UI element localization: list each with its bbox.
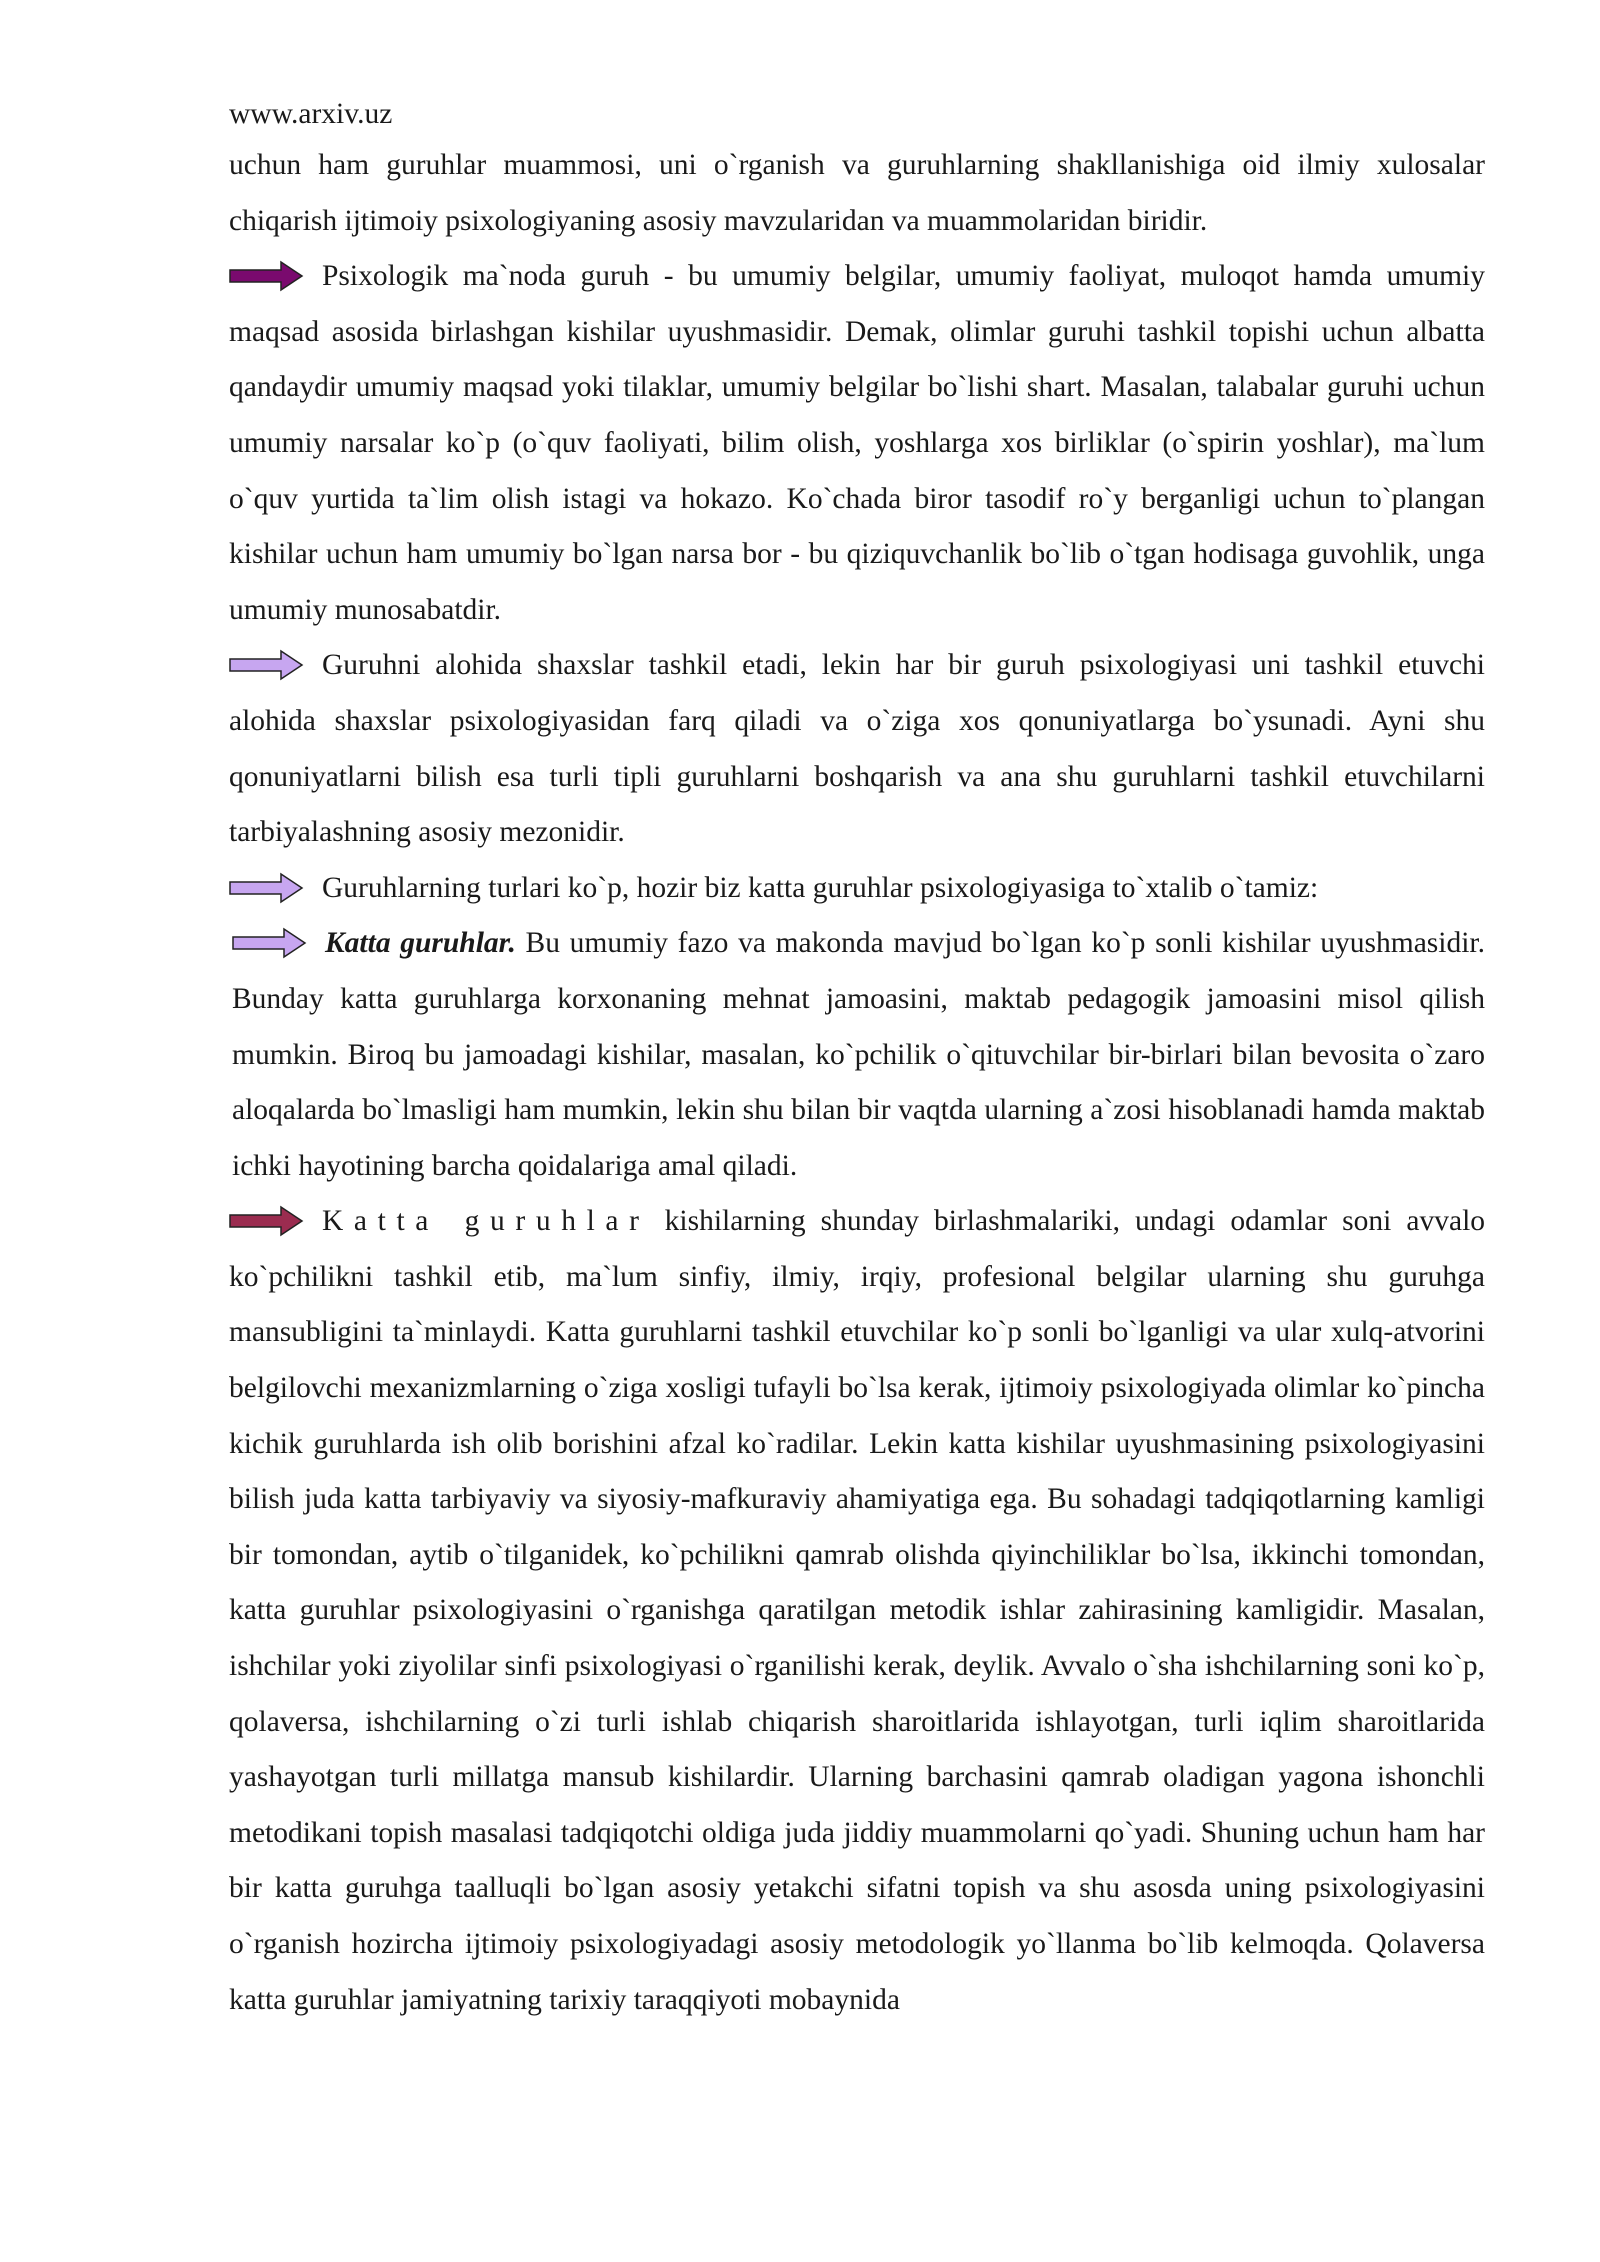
paragraph-6-text: kishilarning shunday birlashmalariki, undagi odamlar soni avvalo ko`pchilikni tashkil etib, ma`lum sinfiy, ilmiy, irqiy, profesional belgilar ularning shu guruhga mansubligini ta`minlaydi. Katta guruhlarni tashkil etuvchilar ko`p sonli bo`lganligi va ular xulq-atvorini belgilovchi mexanizmlarning o`ziga xosligi tufayli bo`lsa kerak, ijtimoiy psixologiyada olimlar ko`pincha kichik guruhlarda ish olib borishini afzal ko`radilar. Lekin katta kishilar uyushmasining psixologiyasini bilish juda katta tarbiyaviy va siyosiy-mafkuraviy ahamiyatiga ega. Bu sohadagi tadqiqotlarning kamligi bir tomondan, aytib o`tilganidek, ko`pchilikni qamrab olishda qiyinchiliklar bo`lsa, ikkinchi tomondan, katta guruhlar psixologiyasini o`rganishga qaratilgan metodik ishlar zahirasining kamligidir. Masalan, ishchilar yoki ziyolilar sinfi psixologiyasi o`rganilishi kerak, deylik. Avvalo o`sha ishchilarning soni ko`p, qolaversa, ishchilarning o`zi turli ishlab chiqarish sharoitlarida ishlayotgan, turli iqlim sharoitlarida yashayotgan turli millatga mansub kishilardir. Ularning barchasini qamrab oladigan yagona ishonchli metodikani topish masalasi tadqiqotchi oldiga juda jiddiy muammolarni qo`yadi. Shuning uchun ham har bir katta guruhga taalluqli bo`lgan asosiy yetakchi sifatni topish va shu asosda uning psixologiyasini o`rganish hozircha ijtimoiy psixologiyadagi asosiy metodologik yo`llanma bo`lib kelmoqda. Qolaversa katta guruhlar jamiyatning tarixiy taraqqiyoti mobaynida xyxy=(229,1205,1486,2016)
paragraph-4-text: Guruhlarning turlari ko`p, hozir biz katta guruhlar psixologiyasiga to`xtalib o`tamiz: xyxy=(322,871,1319,904)
term-katta-guruhlar-spaced: Katta guruhlar xyxy=(322,1205,650,1238)
paragraph-5 xyxy=(229,916,1485,1194)
right-arrow-icon xyxy=(229,260,304,292)
right-arrow-icon xyxy=(229,872,304,904)
paragraph-2-text: Psixologik ma`noda guruh - bu umumiy belgilar, umumiy faoliyat, muloqot hamda umumiy maqsad asosida birlashgan kishilar uyushmasidir. Demak, olimlar guruhi tashkil topishi uchun albatta qandaydir umumiy maqsad yoki tilaklar, umumiy belgilar bo`lishi shart. Masalan, talabalar guruhi uchun umumiy narsalar ko`p (o`quv faoliyati, bilim olish, yoshlarga xos birliklar (o`spirin yoshlar), ma`lum o`quv yurtida ta`lim olish istagi va hokazo. Ko`chada biror tasodif ro`y berganligi uchun to`plangan kishilar uchun ham umumiy bo`lgan narsa bor - bu qiziquvchanlik bo`lib o`tgan hodisaga guvohlik, unga umumiy munosabatdir. xyxy=(229,260,1485,626)
right-arrow-icon xyxy=(232,927,307,959)
paragraph-5-text: Bu umumiy fazo va makonda mavjud bo`lgan ko`p sonli kishilar uyushmasidir. Bunday katta guruhlarga korxonaning mehnat jamoasini, maktab pedagogik jamoasini misol qilish mumkin. Biroq bu jamoadagi kishilar, masalan, ko`pchilik o`qituvchilar bir-birlari bilan bevosita o`zaro aloqalarda bo`lmasligi ham mumkin, lekin shu bilan bir vaqtda ularning a`zosi hisoblanadi hamda maktab ichki hayotining barcha qoidalariga amal qiladi. xyxy=(232,927,1485,1182)
right-arrow-icon xyxy=(229,649,304,681)
term-katta-guruhlar: Katta guruhlar. xyxy=(325,927,516,960)
paragraph-3-text: Guruhni alohida shaxslar tashkil etadi, lekin har bir guruh psixologiyasi uni tashkil etuvchi alohida shaxslar psixologiyasidan farq qiladi va o`ziga xos qonuniyatlarga bo`ysunadi. Ayni shu qonuniyatlarni bilish esa turli tipli guruhlarni boshqarish va ana shu guruhlarni tashkil etuvchilarni tarbiyalashning asosiy mezonidir. xyxy=(229,649,1485,849)
paragraph-4 xyxy=(229,861,1485,917)
paragraph-3 xyxy=(229,638,1485,860)
right-arrow-icon xyxy=(229,1205,304,1237)
paragraph-6 xyxy=(229,1194,1485,2028)
paragraph-1: uchun ham guruhlar muammosi, uni o`rganish va guruhlarning shakllanishiga oid ilmiy xulosalar chiqarish ijtimoiy psixologiyaning asosiy mavzularidan va muammolaridan biridir. xyxy=(229,149,1485,237)
paragraph-2 xyxy=(229,249,1485,638)
document-page xyxy=(229,90,1485,2028)
site-header: www.arxiv.uz xyxy=(229,98,393,130)
